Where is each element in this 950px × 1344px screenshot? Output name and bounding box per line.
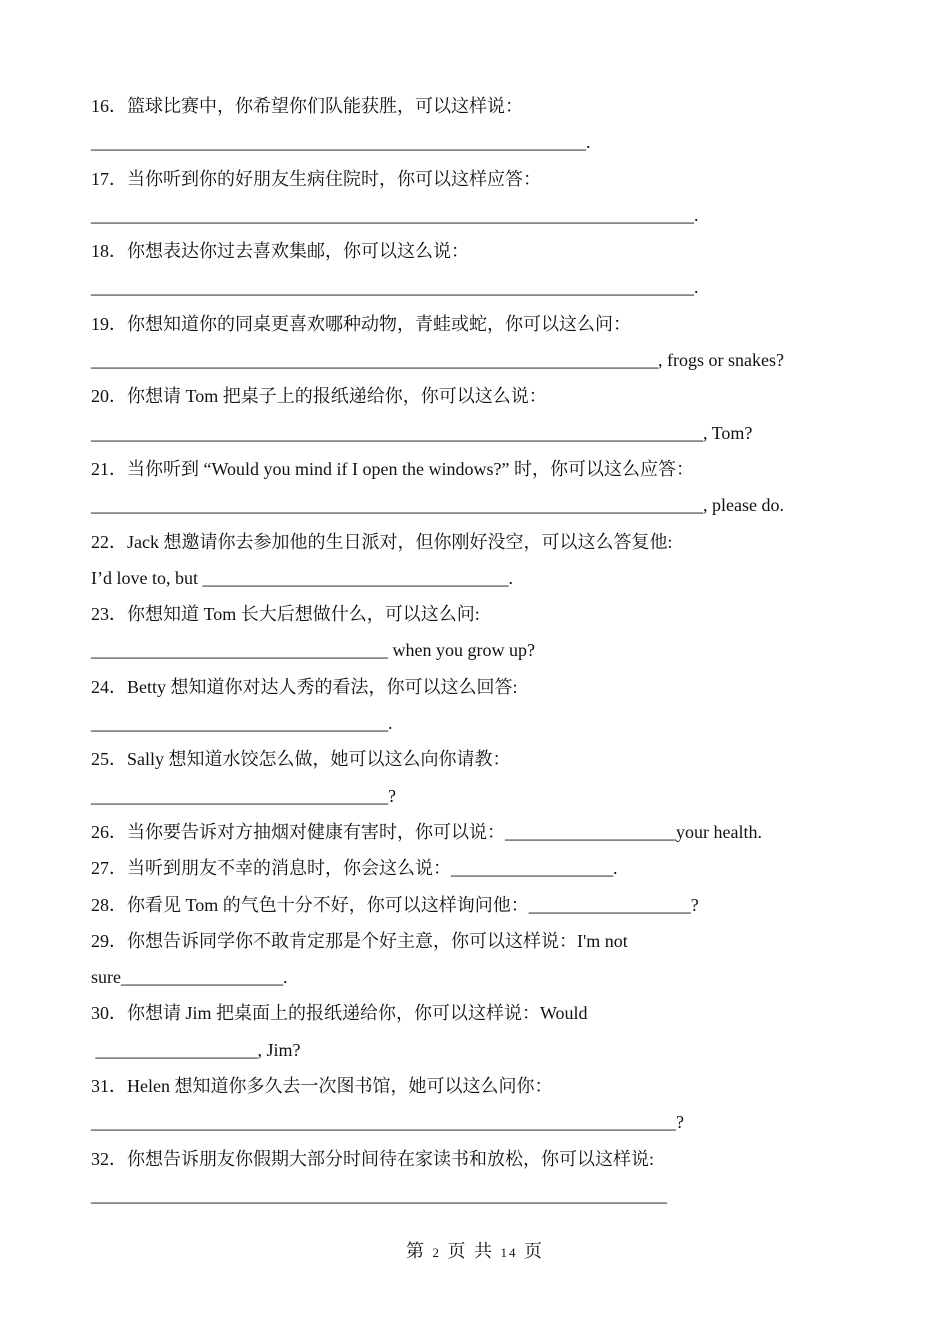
answer-blank-23: _________________________________ when you grow up? <box>91 640 535 661</box>
answer-blank-29: sure__________________. <box>91 967 288 988</box>
question-21: 21．当你听到 “Would you mind if I open the windows?” 时，你可以这么应答： <box>91 458 694 479</box>
answer-blank-16: _______________________________________________________. <box>91 132 591 153</box>
footer-prefix: 第 <box>406 1241 426 1261</box>
answer-blank-32: ________________________________________________________________ <box>91 1184 667 1205</box>
question-32: 32．你想告诉朋友你假期大部分时间待在家读书和放松，你可以这样说: <box>91 1148 654 1169</box>
answer-blank-17: ___________________________________________________________________. <box>91 204 699 225</box>
answer-blank-21: ____________________________________________________________________, please do. <box>91 495 784 516</box>
question-29: 29．你想告诉同学你不敢肯定那是个好主意，你可以这样说：I'm not <box>91 930 628 951</box>
footer-suffix: 页 <box>524 1241 544 1261</box>
question-20: 20．你想请 Tom 把桌子上的报纸递给你，你可以这么说： <box>91 386 547 407</box>
question-18: 18．你想表达你过去喜欢集邮，你可以这么说： <box>91 241 469 262</box>
answer-blank-31: _________________________________________________________________? <box>91 1112 684 1133</box>
exercise-list <box>91 88 891 1213</box>
answer-blank-22: I’d love to, but __________________________________. <box>91 567 513 588</box>
answer-blank-25: _________________________________? <box>91 785 396 806</box>
answer-blank-18: ___________________________________________________________________. <box>91 277 699 298</box>
question-24: 24．Betty 想知道你对达人秀的看法，你可以这么回答: <box>91 676 518 697</box>
question-23: 23．你想知道 Tom 长大后想做什么，可以这么问: <box>91 604 480 625</box>
footer-middle: 页 共 <box>447 1241 494 1261</box>
question-27: 27．当听到朋友不幸的消息时，你会这么说：__________________. <box>91 858 618 879</box>
question-22: 22．Jack 想邀请你去参加他的生日派对，但你刚好没空，可以这么答复他: <box>91 531 673 552</box>
question-25: 25．Sally 想知道水饺怎么做，她可以这么向你请教： <box>91 749 511 770</box>
answer-blank-19: _______________________________________________________________, frogs or snakes? <box>91 350 784 371</box>
question-26: 26．当你要告诉对方抽烟对健康有害时，你可以说：___________________your health. <box>91 821 762 842</box>
question-19: 19．你想知道你的同桌更喜欢哪种动物，青蛙或蛇，你可以这么问： <box>91 313 631 334</box>
question-30: 30．你想请 Jim 把桌面上的报纸递给你，你可以这样说：Would <box>91 1003 588 1024</box>
answer-blank-30: __________________, Jim? <box>91 1039 301 1060</box>
question-16: 16．篮球比赛中，你希望你们队能获胜，可以这样说： <box>91 96 523 116</box>
question-28: 28．你看见 Tom 的气色十分不好，你可以这样询问他：__________________? <box>91 894 699 915</box>
answer-blank-20: ____________________________________________________________________, Tom? <box>91 422 753 443</box>
answer-blank-24: _________________________________. <box>91 713 393 734</box>
page-number: 2 <box>432 1245 441 1260</box>
page-footer <box>0 1237 950 1263</box>
question-17: 17．当你听到你的好朋友生病住院时，你可以这样应答： <box>91 168 541 189</box>
total-pages: 14 <box>500 1245 518 1260</box>
question-31: 31．Helen 想知道你多久去一次图书馆，她可以这么问你： <box>91 1076 553 1097</box>
